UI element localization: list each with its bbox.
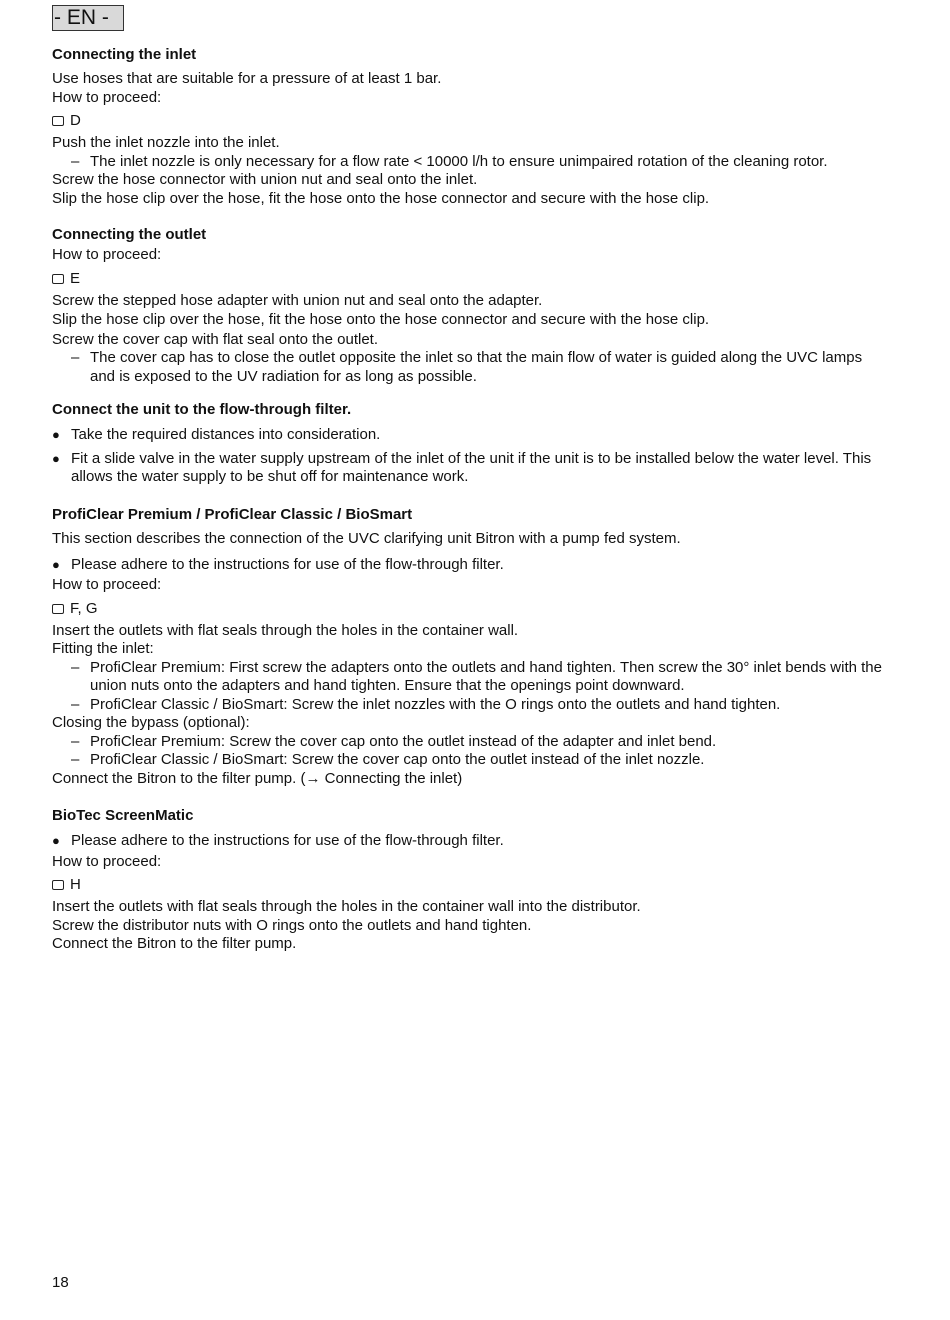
step: Screw the hose connector with union nut and seal onto the inlet.: [52, 171, 478, 188]
section-heading: BioTec ScreenMatic: [52, 807, 194, 824]
step: Insert the outlets with flat seals through the holes in the container wall.: [52, 621, 519, 639]
figure-label: E: [70, 269, 81, 287]
bullet-item: [52, 832, 902, 851]
section-biotec-screenmatic: [52, 806, 902, 954]
dash-marker: –: [71, 658, 80, 676]
bullet-text: Take the required distances into consideration.: [71, 426, 381, 443]
dash-marker: –: [71, 732, 80, 750]
bullet-item: [52, 426, 902, 445]
figure-label: D: [70, 112, 81, 129]
note-text: ProfiClear Classic / BioSmart: Screw the cover cap onto the outlet instead of the inlet nozzle.: [90, 751, 705, 768]
bullet-marker: ●: [52, 427, 60, 442]
bullet-item: [52, 556, 902, 575]
book-icon: [52, 274, 64, 284]
section-heading: ProfiClear Premium / ProfiClear Classic / BioSmart: [52, 506, 413, 523]
bullet-item: [52, 450, 916, 487]
step: Insert the outlets with flat seals through the holes in the container wall into the distributor.: [52, 898, 641, 915]
figure-label: F, G: [70, 599, 98, 617]
step: Screw the distributor nuts with O rings onto the outlets and hand tighten.: [52, 916, 532, 934]
section-connect-flow-through: [52, 400, 902, 487]
bullet-text: Please adhere to the instructions for use of the flow-through filter.: [71, 832, 504, 849]
how-to-proceed: How to proceed:: [52, 576, 162, 593]
step: Closing the bypass (optional):: [52, 714, 250, 731]
sub-note: [52, 659, 890, 696]
paragraph: This section describes the connection of the UVC clarifying unit Bitron with a pump fed system.: [52, 530, 681, 547]
section-heading: Connecting the outlet: [52, 226, 207, 243]
book-icon: [52, 116, 64, 126]
section-proficlear: [52, 505, 902, 788]
section-heading: Connecting the inlet: [52, 46, 197, 63]
step: Connect the Bitron to the filter pump. (→ Connecting the inlet): [52, 769, 463, 787]
dash-marker: –: [71, 152, 80, 170]
paragraph: Use hoses that are suitable for a pressure of at least 1 bar.: [52, 70, 442, 87]
bullet-marker: ●: [52, 556, 60, 572]
dash-marker: –: [71, 349, 80, 366]
figure-label: H: [70, 876, 81, 893]
step: Slip the hose clip over the hose, fit the hose onto the hose connector and secure with the hose clip.: [52, 189, 710, 207]
book-icon: [52, 880, 64, 890]
step: Connect the Bitron to the filter pump.: [52, 935, 297, 952]
note-text: ProfiClear Classic / BioSmart: Screw the inlet nozzles with the O rings onto the outlets and hand tighten.: [90, 695, 781, 713]
dash-marker: –: [71, 695, 80, 713]
step: Screw the cover cap with flat seal onto the outlet.: [52, 330, 379, 348]
language-tag: - EN -: [52, 5, 124, 31]
bullet-text: Fit a slide valve in the water supply upstream of the inlet of the unit if the unit is to be installed below the water level. This allows the water supply to be shut off for maintenance work.: [71, 449, 872, 485]
figure-ref: [52, 111, 902, 131]
dash-marker: –: [71, 751, 80, 768]
note-text: ProfiClear Premium: First screw the adapters onto the outlets and hand tighten. Then screw the 30° inlet bends with the union nuts onto the adapters and hand tighten. Ensure that the openings point downward.: [90, 658, 882, 694]
bullet-marker: ●: [52, 833, 60, 848]
bullet-text: Please adhere to the instructions for use of the flow-through filter.: [71, 555, 504, 573]
section-heading: Connect the unit to the flow-through filter.: [52, 401, 352, 418]
step: Fitting the inlet:: [52, 640, 154, 657]
section-connecting-outlet: [52, 225, 902, 386]
step: Push the inlet nozzle into the inlet.: [52, 134, 280, 151]
note-text: The cover cap has to close the outlet opposite the inlet so that the main flow of water is guided along the UVC lamps and is exposed to the UV radiation for as long as possible.: [90, 349, 863, 385]
section-connecting-inlet: [52, 45, 902, 208]
sub-note: [52, 751, 902, 770]
figure-ref: [52, 599, 902, 619]
bullet-marker: ●: [52, 450, 60, 466]
how-to-proceed: How to proceed:: [52, 88, 162, 106]
how-to-proceed: How to proceed:: [52, 246, 162, 263]
book-icon: [52, 604, 64, 614]
sub-note: [52, 696, 902, 715]
step: Slip the hose clip over the hose, fit the hose onto the hose connector and secure with the hose clip.: [52, 311, 710, 328]
figure-ref: [52, 875, 902, 895]
note-text: ProfiClear Premium: Screw the cover cap onto the outlet instead of the adapter and inlet bend.: [90, 732, 717, 750]
sub-note: [52, 153, 902, 172]
note-text: The inlet nozzle is only necessary for a flow rate < 10000 l/h to ensure unimpaired rotation of the cleaning rotor.: [90, 152, 828, 170]
sub-note: [52, 349, 890, 386]
step: Screw the stepped hose adapter with union nut and seal onto the adapter.: [52, 291, 543, 309]
figure-ref: [52, 269, 902, 289]
how-to-proceed: How to proceed:: [52, 852, 162, 870]
page-number: 18: [52, 1274, 69, 1291]
sub-note: [52, 733, 902, 752]
